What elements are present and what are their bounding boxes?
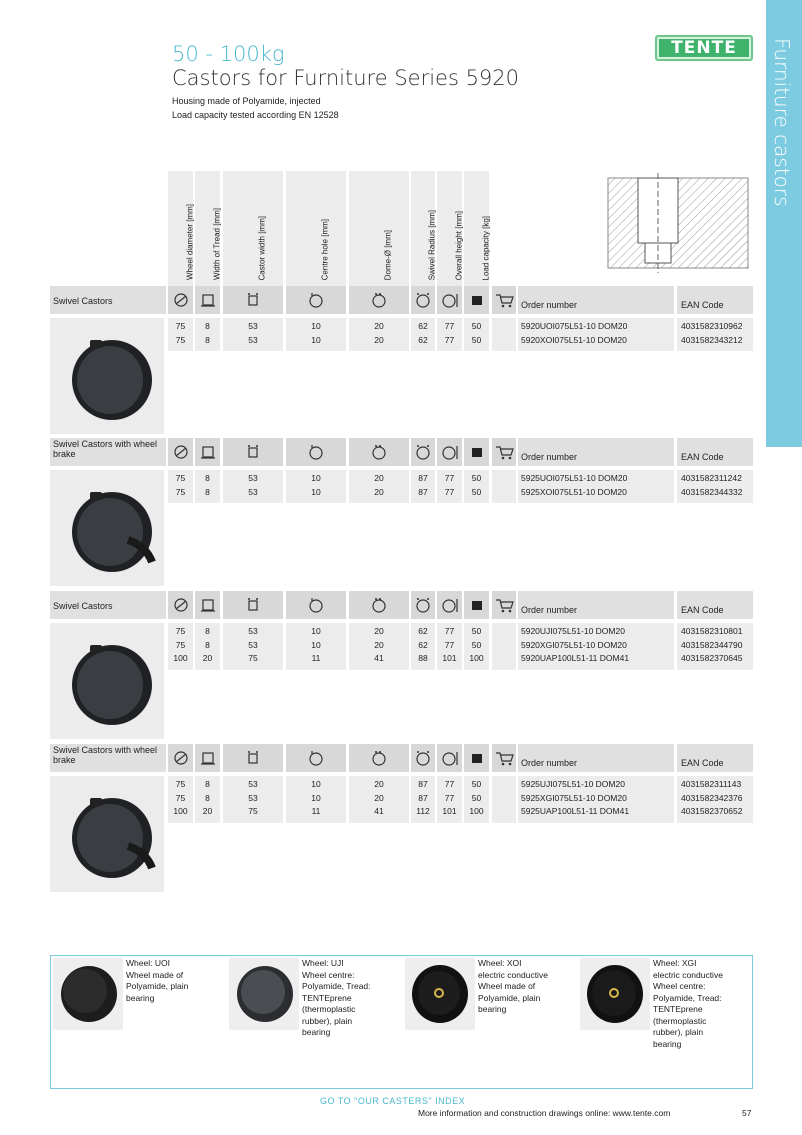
table-cell: 20 <box>374 321 384 331</box>
radius-icon <box>411 286 435 314</box>
wheel-xoi-name: Wheel: XOI <box>478 958 522 968</box>
section-label: Swivel Castors <box>53 601 113 611</box>
wheel-xoi-desc: electric conductive Wheel made of Polyamide, plain bearing <box>478 969 548 1014</box>
table-cell: 75 <box>248 653 258 663</box>
ean-code: 4031582310962 <box>681 321 743 331</box>
hole-icon <box>286 438 346 466</box>
table-cell: 10 <box>311 626 321 636</box>
table-cell: 50 <box>471 486 482 497</box>
order-number[interactable]: 5925UOI075L51-10 DOM20 <box>521 473 628 483</box>
table-cell: 50 <box>471 792 482 803</box>
table-cell: 101 <box>442 653 457 663</box>
section-label: Swivel Castors with wheel brake <box>53 439 158 459</box>
table-cell: 87 <box>418 486 428 497</box>
wheel-xgi-name: Wheel: XGI <box>653 958 697 968</box>
table-cell: 20 <box>374 779 384 789</box>
table-cell: 20 <box>374 639 384 650</box>
table-cell: 11 <box>311 806 321 816</box>
col-centre-hole: Centre hole [mm] <box>286 171 346 286</box>
table-cell: 77 <box>444 626 455 636</box>
radius-icon <box>411 438 435 466</box>
table-cell: 8 <box>205 473 210 483</box>
table-cell: 75 <box>175 486 186 497</box>
table-cell: 10 <box>311 334 321 345</box>
diam-icon <box>168 744 193 772</box>
table-cell: 62 <box>418 321 428 331</box>
wheel-uji-desc: Wheel centre: Polyamide, Tread: TENTEprene (thermoplastic rubber), plain bearing <box>302 969 371 1037</box>
order-number[interactable]: 5920UJI075L51-10 DOM20 <box>521 626 625 636</box>
load-icon <box>464 744 489 772</box>
table-cell: 53 <box>248 473 258 483</box>
table-cell: 50 <box>471 473 482 483</box>
load-icon <box>464 438 489 466</box>
order-number[interactable]: 5920XOI075L51-10 DOM20 <box>521 334 627 345</box>
order-number[interactable]: 5925XOI075L51-10 DOM20 <box>521 486 627 497</box>
tente-logo: TENTE <box>655 35 753 61</box>
load-icon <box>464 286 489 314</box>
tread-icon <box>195 286 220 314</box>
dome-icon <box>349 591 409 619</box>
table-cell: 87 <box>418 792 428 803</box>
table-cell: 20 <box>374 792 384 803</box>
cart-icon <box>492 286 516 314</box>
cart-icon <box>492 744 516 772</box>
table-cell: 10 <box>311 473 321 483</box>
table-cell: 101 <box>442 806 457 816</box>
order-number[interactable]: 5925UAP100L51-11 DOM41 <box>521 806 630 816</box>
table-cell: 77 <box>444 792 455 803</box>
table-cell: 20 <box>202 806 213 816</box>
table-cell: 53 <box>248 639 258 650</box>
wheel-uji-image <box>229 958 299 1030</box>
ean-code: 4031582311143 <box>681 779 742 789</box>
table-cell: 41 <box>374 653 384 663</box>
side-tab[interactable] <box>766 0 802 447</box>
table-cell: 8 <box>205 321 210 331</box>
table-cell: 62 <box>418 626 428 636</box>
ean-code-label: EAN Code <box>681 452 724 462</box>
order-number-label: Order number <box>521 605 578 615</box>
table-cell: 10 <box>311 639 321 650</box>
radius-icon <box>411 591 435 619</box>
ean-code: 4031582310801 <box>681 626 743 636</box>
col-dome: Dome-Ø [mm] <box>349 171 409 286</box>
table-cell: 20 <box>202 653 213 663</box>
table-cell: 75 <box>175 639 186 650</box>
table-cell: 10 <box>311 486 321 497</box>
wheel-xoi-image <box>405 958 475 1030</box>
more-info-text: More information and construction drawings online: www.tente.com <box>418 1108 671 1118</box>
table-cell: 112 <box>416 806 430 816</box>
order-number-label: Order number <box>521 758 578 768</box>
width-icon <box>223 438 283 466</box>
table-cell: 75 <box>175 779 186 789</box>
side-tab-label: Furniture castors <box>770 38 794 207</box>
dome-icon <box>349 438 409 466</box>
diam-icon <box>168 286 193 314</box>
table-cell: 8 <box>205 792 210 803</box>
table-cell: 87 <box>418 473 428 483</box>
col-load-capacity: Load capacity [kg] <box>464 171 489 286</box>
diam-icon <box>168 438 193 466</box>
table-cell: 77 <box>444 779 455 789</box>
col-castor-width: Castor width [mm] <box>223 171 283 286</box>
table-cell: 10 <box>311 321 321 331</box>
order-number[interactable]: 5925XGI075L51-10 DOM20 <box>521 792 627 803</box>
height-icon <box>437 591 462 619</box>
ean-code: 4031582344790 <box>681 639 743 650</box>
table-cell: 8 <box>205 334 210 345</box>
wheel-uoi-desc: Wheel made of Polyamide, plain bearing <box>126 969 189 1003</box>
table-cell: 75 <box>248 806 258 816</box>
weight-range: 50 - 100kg <box>172 42 285 66</box>
order-number-label: Order number <box>521 452 578 462</box>
table-cell: 50 <box>471 334 482 345</box>
height-icon <box>437 286 462 314</box>
table-cell: 77 <box>444 486 455 497</box>
diam-icon <box>168 591 193 619</box>
width-icon <box>223 591 283 619</box>
table-cell: 8 <box>205 639 210 650</box>
dome-icon <box>349 286 409 314</box>
hole-icon <box>286 286 346 314</box>
page-number: 57 <box>742 1108 752 1118</box>
order-number[interactable]: 5920XGI075L51-10 DOM20 <box>521 639 627 650</box>
castor-photo <box>50 470 164 586</box>
tread-icon <box>195 744 220 772</box>
table-cell: 75 <box>175 334 186 345</box>
col-tread-width: Width of Tread [mm] <box>195 171 220 286</box>
table-cell: 8 <box>205 626 210 636</box>
table-cell: 88 <box>418 653 428 663</box>
ean-code: 4031582370645 <box>681 653 743 663</box>
table-cell: 50 <box>471 639 482 650</box>
table-cell: 11 <box>311 653 321 663</box>
load-icon <box>464 591 489 619</box>
radius-icon <box>411 744 435 772</box>
table-cell: 100 <box>173 653 188 663</box>
table-cell: 75 <box>175 473 186 483</box>
tread-icon <box>195 438 220 466</box>
table-cell: 53 <box>248 792 258 803</box>
tread-icon <box>195 591 220 619</box>
table-cell: 77 <box>444 639 455 650</box>
wheel-xgi-desc: electric conductive Wheel centre: Polyamide, Tread: TENTEprene (thermoplastic rubber), plain bearing <box>653 969 723 1049</box>
ean-code-label: EAN Code <box>681 605 724 615</box>
table-cell: 100 <box>173 806 188 816</box>
table-cell: 100 <box>469 653 484 663</box>
dome-drawing <box>603 173 753 273</box>
table-cell: 77 <box>444 321 455 331</box>
ean-code: 4031582344332 <box>681 486 743 497</box>
order-number-label: Order number <box>521 300 578 310</box>
width-icon <box>223 744 283 772</box>
table-cell: 8 <box>205 486 210 497</box>
table-cell: 50 <box>471 321 482 331</box>
col-wheel-diameter: Wheel diameter [mm] <box>168 171 193 286</box>
table-cell: 20 <box>374 626 384 636</box>
castor-photo <box>50 318 164 434</box>
ean-code-label: EAN Code <box>681 758 724 768</box>
col-swivel-radius: Swivel Radius [mm] <box>411 171 435 286</box>
order-number[interactable]: 5925UJI075L51-10 DOM20 <box>521 779 625 789</box>
table-cell: 53 <box>248 779 258 789</box>
goto-index-link[interactable]: GO TO "OUR CASTERS" INDEX <box>320 1096 466 1106</box>
page-title: Castors for Furniture Series 5920 <box>172 66 520 90</box>
table-cell: 53 <box>248 626 258 636</box>
hole-icon <box>286 744 346 772</box>
col-overall-height: Overall height [mm] <box>437 171 462 286</box>
table-cell: 50 <box>471 779 482 789</box>
table-cell: 75 <box>175 792 186 803</box>
table-cell: 75 <box>175 626 186 636</box>
castor-photo <box>50 623 164 739</box>
table-cell: 20 <box>374 473 384 483</box>
table-cell: 20 <box>374 334 384 345</box>
dome-icon <box>349 744 409 772</box>
table-cell: 50 <box>471 626 482 636</box>
table-cell: 77 <box>444 334 455 345</box>
table-cell: 87 <box>418 779 428 789</box>
cart-icon <box>492 591 516 619</box>
ean-code: 4031582343212 <box>681 334 743 345</box>
ean-code-label: EAN Code <box>681 300 724 310</box>
wheel-uji-name: Wheel: UJI <box>302 958 344 968</box>
height-icon <box>437 744 462 772</box>
table-cell: 10 <box>311 792 321 803</box>
wheel-uoi-image <box>53 958 123 1030</box>
castor-photo <box>50 776 164 892</box>
subtitle-housing: Housing made of Polyamide, injected <box>172 96 321 106</box>
table-cell: 53 <box>248 334 258 345</box>
table-cell: 62 <box>418 334 428 345</box>
section-label: Swivel Castors with wheel brake <box>53 745 158 765</box>
hole-icon <box>286 591 346 619</box>
table-cell: 75 <box>175 321 186 331</box>
width-icon <box>223 286 283 314</box>
table-cell: 53 <box>248 321 258 331</box>
table-cell: 10 <box>311 779 321 789</box>
section-label: Swivel Castors <box>53 296 113 306</box>
table-cell: 20 <box>374 486 384 497</box>
order-number[interactable]: 5920UOI075L51-10 DOM20 <box>521 321 628 331</box>
table-cell: 62 <box>418 639 428 650</box>
wheel-uoi-name: Wheel: UOI <box>126 958 170 968</box>
ean-code: 4031582370652 <box>681 806 743 816</box>
table-cell: 8 <box>205 779 210 789</box>
table-cell: 53 <box>248 486 258 497</box>
subtitle-load: Load capacity tested according EN 12528 <box>172 110 339 120</box>
height-icon <box>437 438 462 466</box>
table-cell: 41 <box>374 806 384 816</box>
cart-icon <box>492 438 516 466</box>
wheel-xgi-image <box>580 958 650 1030</box>
table-cell: 77 <box>444 473 455 483</box>
table-cell: 100 <box>469 806 484 816</box>
order-number[interactable]: 5920UAP100L51-11 DOM41 <box>521 653 630 663</box>
ean-code: 4031582311242 <box>681 473 742 483</box>
ean-code: 4031582342376 <box>681 792 743 803</box>
